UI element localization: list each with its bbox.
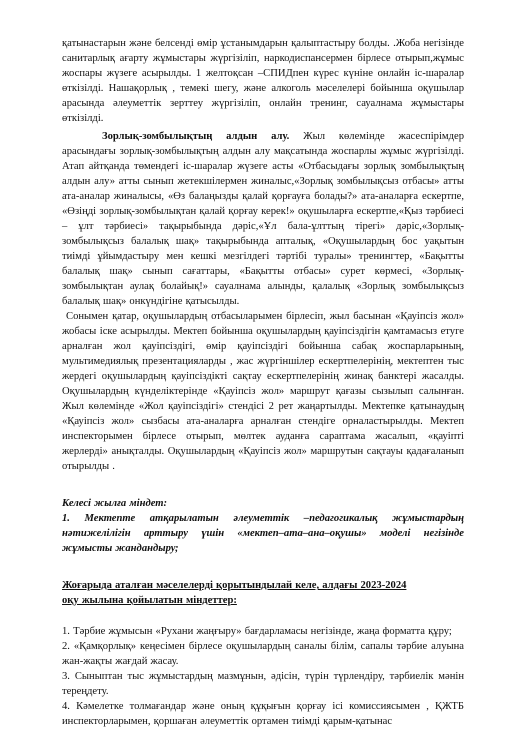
section-heading-violence-prevention: Зорлық-зомбылықтың алдын алу. (102, 131, 290, 142)
paragraph-violence-prevention-text: Жыл көлемінде жасеспірімдер арасындағы зорлық-зомбылықтың алдын алу мақсатында жоспарлы жұмыс жүргізілді. Атап айтқанда төмендегі іс-шаралар жүзеге асты «Отбасыдағы зорлық зомбылықтың алдын алу» атты сынып жетекшілермен жиналыс,«Зорлық зомбылықсыз отбасы» атты ата-аналар жиналысы, «Өз балаңызды қалай қорғауға болады?» ата-аналарға ескертпе, «Өзіңді зорлық-зомбылықтан қалай қорғау керек!» оқушыларға ескертпе,«Қыз тәрбиесі – ұлт тәрбиесі» тақырыбында дәріс,«Ұл бала-ұлттың тірегі» дәріс,«Зорлық-зомбылықсыз балалық шақ» тақырыбында апталық, «Оқушылардың бос уақытын тиімді ұйымдастыру мен кешкі мезгілдегі тәртібі туралы» тренингтер, «Бақытты балалық шақ» сынып сағаттары, «Бақытты отбасы» сурет көрмесі, «Зорлық-зомбылықтан аулақ болайық!» сауалнама алынды, қалалық «Зорлық зомбылықсыз балалық шақ» онкүндігіне қатысылды. (62, 131, 464, 307)
next-year-label: Келесі жылға міндет: (62, 498, 168, 509)
paragraph-intro: қатынастарын және белсенді өмір ұстанымдарын қалыптастыру болды. .Жоба негізіндe санитарлық ағарту жұмыстары жүргізіліп, наркодиспансермен бірлесе отырып,жұмыс жоспары жүзеге асырылды. 1 желтоқсан –СПИДпен күрес күніне онлайн іс-шаралар өткізілді. Нашақорлық , темекі шегу, және алкоголь мәселелері бойынша оқушылар арасында әлеуметтік зерттеу жүргізіліп, онлайн тренинг, сауалнама жұмыстары өткізілді. (62, 38, 464, 124)
task-item-2: 2. «Қамқорлық» кеңесімен бірлесе оқушылардың саналы білім, сапалы тәрбие алуына жан-жақты жағдай жасау. (62, 641, 464, 667)
paragraph-violence-prevention (62, 129, 464, 309)
task-item-3: 3. Сыныптан тыс жұмыстардың мазмұнын, әдісін, түрін түрлендіру, тәрбиелік мәнін тереңдету. (62, 671, 464, 697)
task-item-4: 4. Кәмелетке толмағандар және оның құқығын қорғау ісі комиссиясымен , ҚЖТБ инспекторларымен, қоршаған әлеуметтік ортамен тиімді қарым-қатынас (62, 701, 464, 727)
tasks-heading-line2: оқу жылына қойылатын міндеттер: (62, 595, 237, 606)
paragraph-safe-road: Сонымен қатар, оқушылардың отбасыларымен бірлесіп, жыл басынан «Қауіпсіз жол» жобасы іске асырылды. Мектеп бойынша оқушылардың қауіпсіздігін қамтамасыз етуге арналған жол қауіпсіздігі, өмір қауіпсіздігі бойынша сабақ жоспарларының, мультимедиялық презентацияларды , жас жүргіншілер ескертпелерінің, мектептен тыс жердегі оқушылардың қауіпсіздікті сақтау ескертпелерінің жинақ банктері жасалды. Оқушылардың күнделіктерінде «Қауіпсіз жол» маршрут қағазы сызылып салынған. Жыл көлемінде «Жол қауіпсіздігі» стендісі 2 рет жаңартылды. Мектепке қатынаудың «Қауіпсіз жол» сызбасы ата-аналарға арналған стендіге орналастырылды. Мектеп инспекторымен бірлесе отырып, мөлтек ауданға сараптама жасалып, «қауіпті жерлерді» анықталды. Оқушылардың «Қауіпсіз жол» маршрутын сақтауы қадағаланып отырылды . (62, 311, 464, 472)
task-item-1: 1. Тәрбие жұмысын «Рухани жаңғыру» бағдарламасы негізінде, жаңа форматта құру; (62, 626, 452, 637)
tasks-heading-line1: Жоғарыда аталған мәселелерді қорытындылай келе, алдағы 2023-2024 (62, 580, 407, 591)
next-year-task: 1. Мектепте атқарылатын әлеуметтік –педагогикалық жұмыстардың нәтижелілігін арттыру үшін «мектеп–ата–ана–оқушы» моделі негізінде жұмысты жандандыру; (62, 513, 464, 554)
